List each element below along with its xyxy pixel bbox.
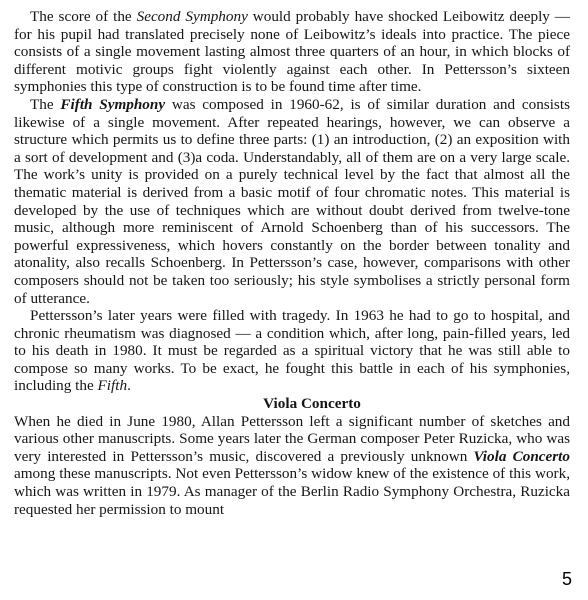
- paragraph-text: among these manuscripts. Not even Pettersson’s widow knew of the existence of this work, which was written in 1979. As manager of the Berlin Radio Symphony Orchestra, Ruzicka requested her permission to mount: [14, 465, 570, 518]
- document-page: [14, 8, 570, 518]
- paragraph-later-years: [14, 307, 570, 395]
- paragraph-text: The: [30, 95, 61, 113]
- paragraph-fifth-symphony: [14, 96, 570, 307]
- paragraph-text: .: [127, 377, 131, 395]
- paragraph-text: The score of the: [30, 8, 137, 25]
- work-title-fifth: Fifth: [97, 377, 128, 395]
- paragraph-text: would probably have shocked Leibowitz deeply — for his pupil had translated precisely none of Leibowitz’s ideals into practice. The piece consists of a single movement lasting almost three quarters of an hour, in which blocks of different motivic groups fight violently against each other. In Pettersson’s sixteen symphonies this type of construction is to be found time after time.: [14, 8, 570, 96]
- paragraph-text: was composed in 1960-62, is of similar duration and consists likewise of a single movement. After repeated hearings, however, we can observe a structure which permits us to define three parts: (1) an introduction, (2) an exposition with a sort of development and (3)a coda. Understandably, all of them are on a very large scale. The work’s unity is provided on a purely technical level by the fact that almost all the thematic material is derived from a basic motif of four chromatic notes. This material is developed by the use of techniques which are without doubt derived from twelve-tone music, although more reminiscent of Arnold Schoenberg than of his successors. The powerful expressiveness, which hovers constantly on the border between tonality and atonality, also recalls Schoenberg. In Pettersson’s case, however, comparisons with other composers should not be taken too seriously; his style symbolises a strictly personal form of utterance.: [14, 95, 570, 307]
- page-number: 5: [561, 569, 572, 589]
- work-title-viola-concerto: Viola Concerto: [473, 447, 570, 465]
- section-heading: Viola Concerto: [263, 395, 361, 413]
- work-title-second-symphony: Second Symphony: [136, 8, 248, 25]
- work-title-fifth-symphony: Fifth Symphony: [60, 95, 166, 113]
- paragraph-viola-concerto: [14, 413, 570, 519]
- paragraph-text: Pettersson’s later years were filled with tragedy. In 1963 he had to go to hospital, and chronic rheumatism was diagnosed — a condition which, after long, pain-filled years, led to his death in 1980. It must be regarded as a spiritual victory that he was still able to compose so many works. To be exact, he fought this battle in each of his symphonies, including the: [14, 307, 570, 395]
- paragraph-second-symphony: [14, 8, 570, 96]
- paragraph-text: When he died in June 1980, Allan Pettersson left a significant number of sketches and various other manuscripts. Some years later the German composer Peter Ruzicka, who was very interested in Pettersson’s music, discovered a previously unknown: [14, 412, 570, 465]
